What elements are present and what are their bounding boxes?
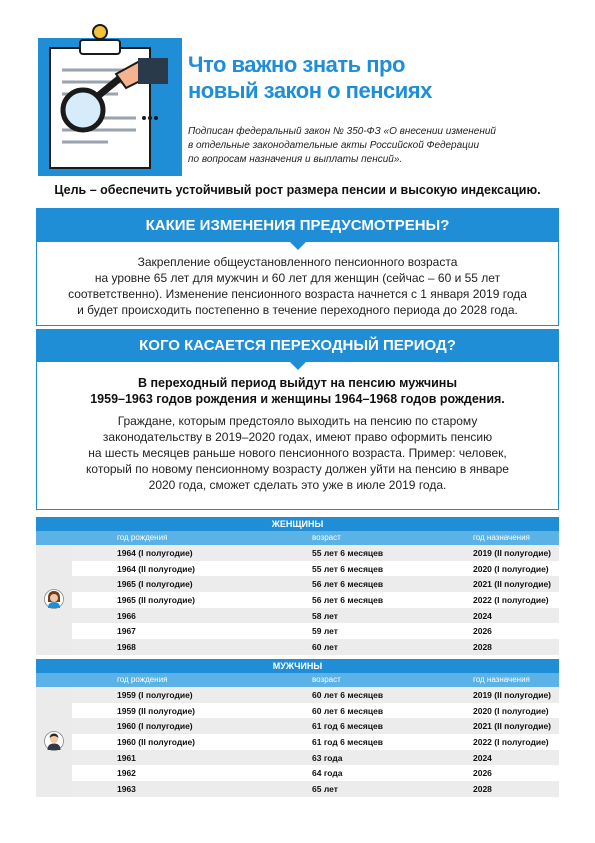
men-icon-cell [36, 687, 72, 797]
year-cell: 2022 (I полугодие) [473, 595, 549, 606]
birth-cell: 1967 [117, 626, 136, 637]
transition-line-2: законодательству в 2019–2020 годах, имеют право оформить пенсию [102, 430, 493, 444]
year-cell: 2019 (II полугодие) [473, 690, 552, 700]
transition-heading: КОГО КАСАЕТСЯ ПЕРЕХОДНЫЙ ПЕРИОД? [37, 330, 558, 362]
table-row [72, 592, 559, 608]
page-title [188, 52, 568, 104]
title-line-2: новый закон о пенсиях [188, 78, 432, 103]
title-line-1: Что важно знать про [188, 52, 405, 77]
transition-line-1: Граждане, которым предстояло выходить на пенсию по старому [117, 414, 478, 428]
table-row [72, 765, 559, 781]
table-row [72, 781, 559, 797]
table-row [72, 576, 559, 592]
birth-cell: 1966 [117, 610, 136, 621]
age-cell: 55 лет 6 месяцев [312, 548, 384, 558]
age-cell: 58 лет [312, 610, 338, 621]
year-cell: 2026 [473, 626, 492, 637]
year-cell: 2024 [473, 752, 492, 763]
year-cell: 2028 [473, 642, 492, 653]
women-rows [36, 545, 559, 655]
men-rows [36, 687, 559, 797]
transition-panel [36, 329, 559, 510]
birth-cell: 1959 (II полугодие) [117, 705, 196, 716]
birth-cell: 1965 (II полугодие) [117, 595, 196, 606]
birth-cell: 1963 [117, 784, 136, 795]
column-header-age: возраст [312, 675, 341, 684]
birth-cell: 1960 (II полугодие) [117, 737, 196, 748]
age-cell: 65 лет [312, 784, 338, 795]
age-cell: 59 лет [312, 626, 338, 637]
transition-summary [45, 375, 550, 407]
men-table-title: МУЖЧИНЫ [36, 659, 559, 673]
men-table [36, 659, 559, 797]
transition-bold-line-1: В переходный период выйдут на пенсию мужчины [137, 376, 458, 390]
year-cell: 2019 (II полугодие) [473, 548, 552, 558]
column-header-age: возраст [312, 533, 341, 542]
age-cell: 61 год 6 месяцев [312, 737, 383, 748]
man-avatar-icon [44, 731, 64, 751]
year-cell: 2020 (I полугодие) [473, 705, 549, 716]
subtitle-line-3: по вопросам назначения и выплаты пенсий». [188, 154, 403, 165]
page-subtitle [188, 125, 528, 167]
transition-line-4: который по новому пенсионному возрасту должен уйти на пенсию в январе [86, 462, 509, 476]
changes-line-2: на уровне 65 лет для мужчин и 60 лет для женщин (сейчас – 60 и 55 лет [94, 271, 501, 285]
clipboard-magnifier-icon [38, 18, 172, 176]
women-column-headers [36, 531, 559, 545]
year-cell: 2028 [473, 784, 492, 795]
table-row [72, 750, 559, 766]
women-table-title: ЖЕНЩИНЫ [36, 517, 559, 531]
birth-cell: 1959 (I полугодие) [117, 690, 193, 700]
table-row [72, 734, 559, 750]
table-row [72, 703, 559, 719]
changes-line-4: и будет происходить постепенно в течение переходного периода до 2028 года. [77, 303, 518, 317]
age-cell: 56 лет 6 месяцев [312, 595, 384, 606]
column-header-year: год назначения [473, 675, 530, 684]
changes-line-3: соответственно). Изменение пенсионного возраста начнется с 1 января 2019 года [68, 287, 527, 301]
table-row [72, 639, 559, 655]
table-row [72, 608, 559, 624]
table-row [72, 718, 559, 734]
transition-line-5: 2020 года, сможет сделать это уже в июле 2019 года. [148, 478, 447, 492]
column-header-year: год назначения [473, 533, 530, 542]
women-table [36, 517, 559, 655]
year-cell: 2022 (I полугодие) [473, 737, 549, 748]
changes-heading: КАКИЕ ИЗМЕНЕНИЯ ПРЕДУСМОТРЕНЫ? [37, 209, 558, 242]
table-row [72, 561, 559, 577]
age-cell: 60 лет 6 месяцев [312, 705, 384, 716]
table-row [72, 545, 559, 561]
changes-line-1: Закрепление общеустановленного пенсионного возраста [137, 255, 458, 269]
year-cell: 2020 (I полугодие) [473, 563, 549, 574]
changes-body [37, 242, 558, 318]
birth-cell: 1964 (I полугодие) [117, 548, 193, 558]
year-cell: 2021 (II полугодие) [473, 579, 552, 590]
woman-avatar-icon [44, 589, 64, 609]
birth-cell: 1968 [117, 642, 136, 653]
transition-bold-line-2: 1959–1963 годов рождения и женщины 1964–1968 годов рождения. [90, 392, 505, 406]
birth-cell: 1962 [117, 768, 136, 779]
year-cell: 2024 [473, 610, 492, 621]
transition-line-3: на шесть месяцев раньше нового пенсионного возраста. Пример: человек, [88, 446, 507, 460]
birth-cell: 1960 (I полугодие) [117, 721, 193, 732]
age-cell: 63 года [312, 752, 343, 763]
column-header-birth: год рождения [117, 675, 168, 684]
goal-statement: Цель – обеспечить устойчивый рост размера пенсии и высокую индексацию. [54, 183, 541, 197]
age-cell: 60 лет 6 месяцев [312, 690, 384, 700]
subtitle-line-1: Подписан федеральный закон № 350-ФЗ «О внесении изменений [188, 126, 496, 137]
year-cell: 2026 [473, 768, 492, 779]
year-cell: 2021 (II полугодие) [473, 721, 552, 732]
age-cell: 61 год 6 месяцев [312, 721, 383, 732]
age-cell: 56 лет 6 месяцев [312, 579, 384, 590]
table-row [72, 623, 559, 639]
age-cell: 55 лет 6 месяцев [312, 563, 384, 574]
column-header-birth: год рождения [117, 533, 168, 542]
birth-cell: 1961 [117, 752, 136, 763]
subtitle-line-2: в отдельные законодательные акты Российской Федерации [188, 140, 480, 151]
changes-panel [36, 208, 559, 326]
birth-cell: 1964 (II полугодие) [117, 563, 196, 574]
birth-cell: 1965 (I полугодие) [117, 579, 193, 590]
age-cell: 60 лет [312, 642, 338, 653]
transition-body [37, 362, 558, 493]
table-row [72, 687, 559, 703]
age-cell: 64 года [312, 768, 343, 779]
women-icon-cell [36, 545, 72, 655]
men-column-headers [36, 673, 559, 687]
header-accent-bar [168, 38, 182, 176]
